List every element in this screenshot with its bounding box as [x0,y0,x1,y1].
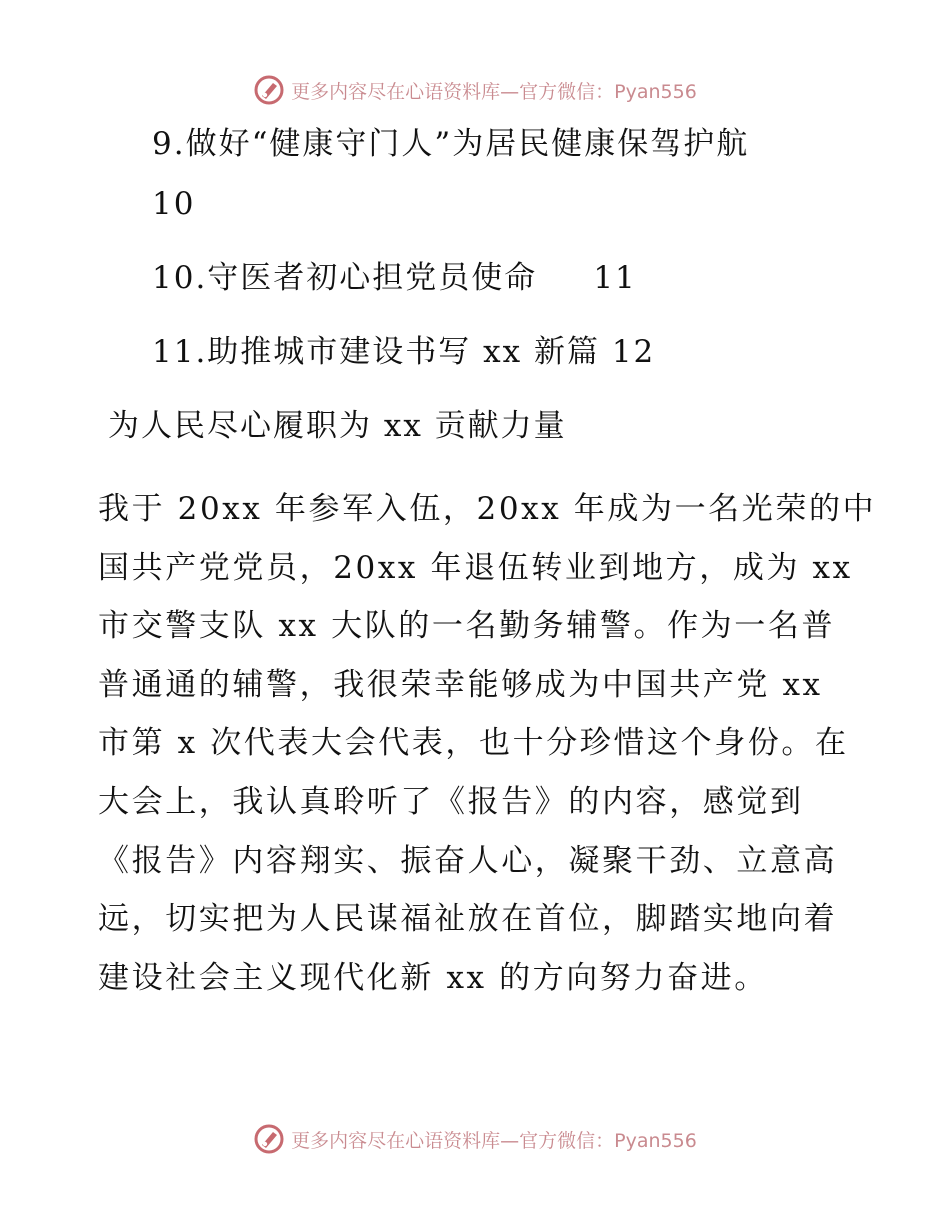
body-paragraph [98,480,877,1007]
toc-item-10-title: 10.守医者初心担党员使命 [152,260,538,296]
body-line: 普通通的辅警，我很荣幸能够成为中国共产党 xx [98,666,823,703]
toc-item-10 [152,258,637,298]
toc-item-9-line1: 9.做好“健康守门人”为居民健康保驾护航 [152,126,750,162]
body-line: 建设社会主义现代化新 xx 的方向努力奋进。 [98,959,768,996]
watermark-text: 更多内容尽在心语资料库—官方微信：Pyan556 [291,1129,697,1152]
toc-item-10-page: 11 [593,260,637,296]
body-line: 大会上，我认真聆听了《报告》的内容，感觉到 [98,783,804,820]
body-line: 《报告》内容翔实、振奋人心，凝聚干劲、立意高 [98,842,838,879]
body-line: 我于 20xx 年参军入伍，20xx 年成为一名光荣的中 [98,491,877,527]
body-line: 国共产党党员，20xx 年退伍转业到地方，成为 xx [98,549,853,586]
watermark-footer [0,1123,950,1155]
body-line: 市交警支队 xx 大队的一名勤务辅警。作为一名普 [98,608,836,645]
watermark-text: 更多内容尽在心语资料库—官方微信：Pyan556 [291,80,697,103]
watermark-header [0,74,950,106]
section-heading: 为人民尽心履职为 xx 贡献力量 [108,408,567,444]
body-line: 远，切实把为人民谋福祉放在首位，脚踏实地向着 [98,901,838,938]
toc-item-11: 11.助推城市建设书写 xx 新篇 12 [152,334,656,370]
pen-logo-icon [253,74,285,106]
body-line: 市第 x 次代表大会代表，也十分珍惜这个身份。在 [98,725,849,762]
pen-logo-icon [253,1123,285,1155]
toc-item-9-page: 10 [152,186,196,222]
